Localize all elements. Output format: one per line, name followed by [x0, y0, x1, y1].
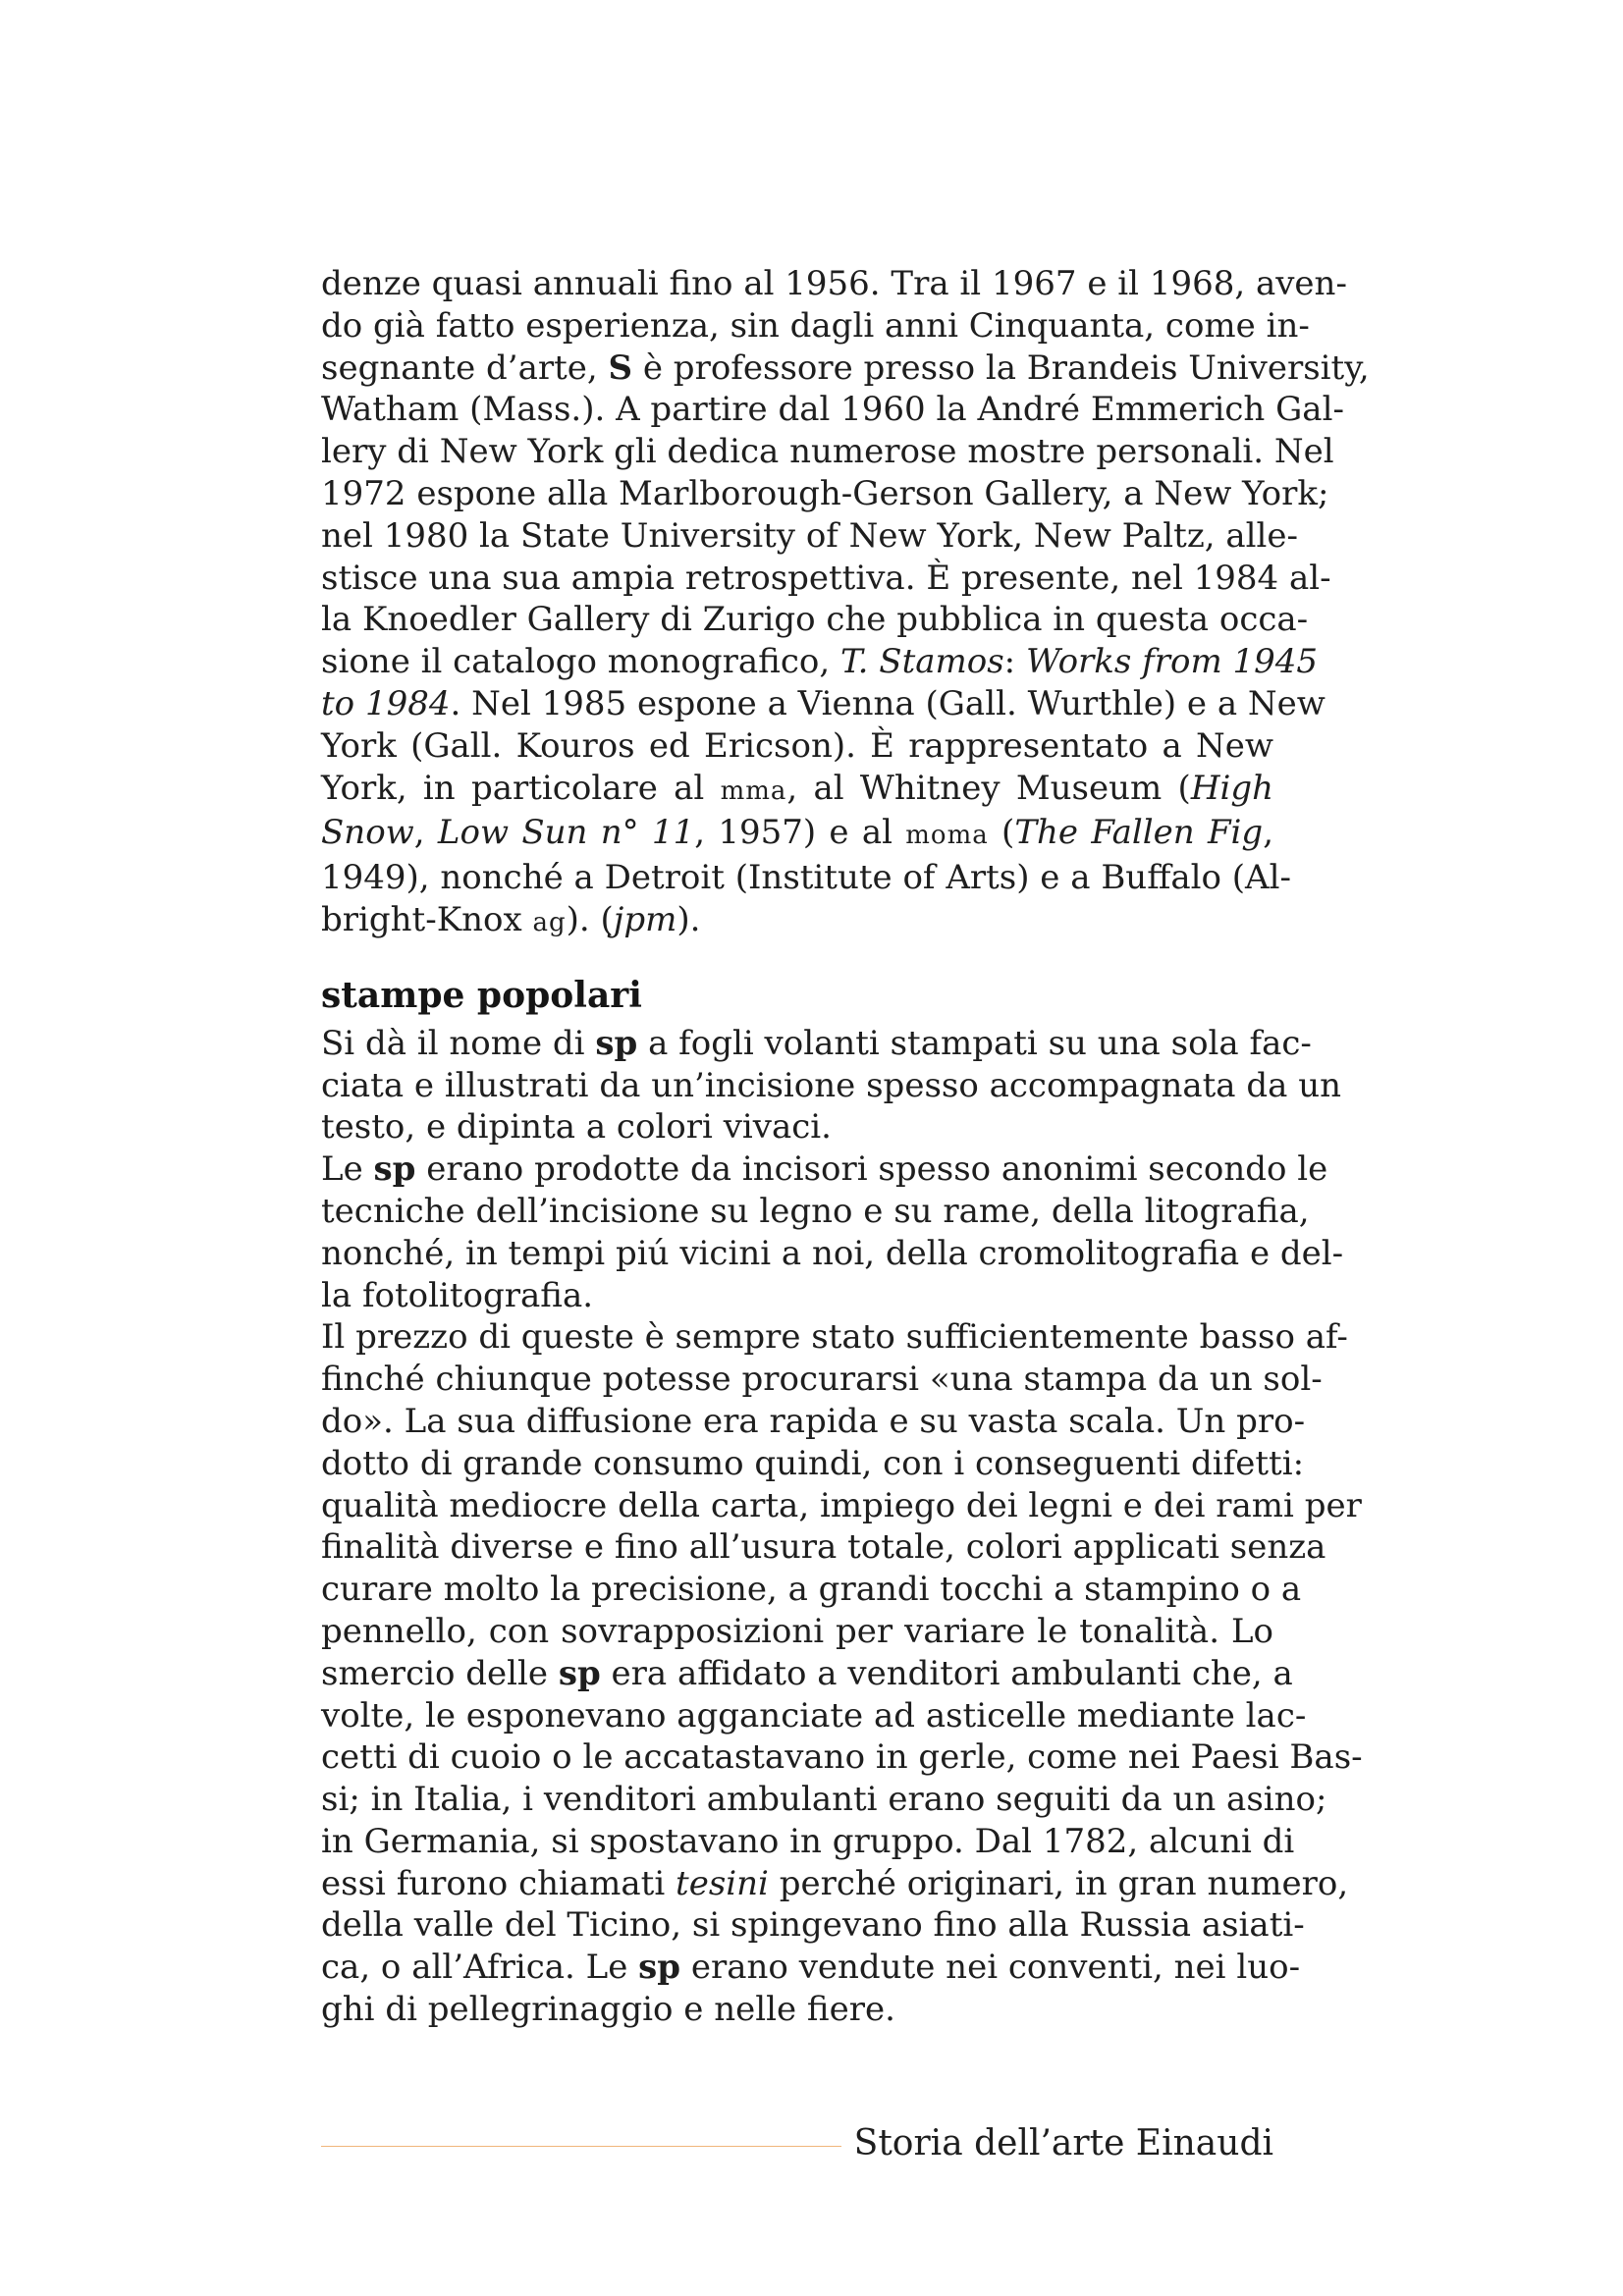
catalog-title: Works from 1945: [1025, 642, 1319, 682]
artwork-title: The Fallen Fig: [1014, 813, 1264, 853]
text-line: dotto di grande consumo quindi, con i conseguenti difetti:: [321, 1443, 1305, 1483]
term-abbrev: sp: [558, 1653, 601, 1693]
museum-abbrev: mma: [720, 775, 787, 806]
text-line: tecniche dell’incisione su legno e su rame, della litografia,: [321, 1191, 1310, 1231]
text-line: do». La sua diffusione era rapida e su vasta scala. Un pro-: [321, 1401, 1306, 1441]
section-heading: stampe popolari: [321, 974, 642, 1016]
text-line: smercio delle sp era affidato a venditori ambulanti che, a: [321, 1653, 1293, 1693]
text-line: ciata e illustrati da un’incisione spesso accompagnata da un: [321, 1065, 1342, 1105]
text-line: stisce una sua ampia retrospettiva. È presente, nel 1984 al-: [321, 558, 1331, 598]
footer-title: Storia dell’arte Einaudi: [853, 2123, 1273, 2163]
text-line: Il prezzo di queste è sempre stato sufficientemente basso af-: [321, 1317, 1348, 1358]
text-line: to 1984. Nel 1985 espone a Vienna (Gall. Wurthle) e a New: [321, 683, 1325, 723]
section-paragraph-1: [321, 1023, 1342, 1148]
text-line: Le sp erano prodotte da incisori spesso anonimi secondo le: [321, 1149, 1328, 1190]
term-abbrev: sp: [373, 1149, 416, 1190]
artwork-title: Snow: [321, 813, 414, 853]
text-line: finché chiunque potesse procurarsi «una stampa da un sol-: [321, 1360, 1323, 1400]
entry-paragraph: [321, 263, 1370, 944]
text-line: lery di New York gli dedica numerose mostre personali. Nel: [321, 432, 1334, 472]
catalog-title: to 1984: [321, 683, 451, 723]
term-abbrev: sp: [638, 1948, 681, 1988]
museum-abbrev: ag: [532, 907, 567, 937]
text-line: Watham (Mass.). A partire dal 1960 la André Emmerich Gal-: [321, 390, 1344, 430]
text-line: denze quasi annuali fino al 1956. Tra il 1967 e il 1968, aven-: [321, 264, 1347, 303]
catalog-title: T. Stamos: [839, 642, 1004, 682]
text-line: bright-Knox ag). (jpm).: [321, 899, 701, 939]
text-line: qualità mediocre della carta, impiego dei legni e dei rami per: [321, 1485, 1362, 1525]
text-line: pennello, con sovrapposizioni per variare le tonalità. Lo: [321, 1611, 1273, 1651]
text-line: finalità diverse e fino all’usura totale, colori applicati senza: [321, 1527, 1326, 1568]
text-line: nonché, in tempi piú vicini a noi, della cromolitografia e del-: [321, 1233, 1344, 1273]
text-line: York (Gall. Kouros ed Ericson). È rappresentato a New: [321, 725, 1273, 766]
artist-abbrev: S: [608, 347, 633, 388]
text-line: Snow, Low Sun n° 11, 1957) e al moma (The Fallen Fig,: [321, 813, 1273, 853]
term-abbrev: sp: [595, 1023, 638, 1063]
text-line: testo, e dipinta a colori vivaci.: [321, 1107, 832, 1148]
text-column: [321, 263, 1370, 2031]
text-line: si; in Italia, i venditori ambulanti erano seguiti da un asino;: [321, 1780, 1327, 1820]
section-paragraph-2: [321, 1148, 1344, 1316]
text-line: essi furono chiamati tesini perché originari, in gran numero,: [321, 1863, 1349, 1903]
author-initials: jpm: [613, 899, 677, 939]
text-line: ca, o all’Africa. Le sp erano vendute nei conventi, nei luo-: [321, 1948, 1301, 1988]
artwork-title: High: [1190, 768, 1273, 808]
text-line: York, in particolare al mma, al Whitney Museum (High: [321, 768, 1273, 808]
text-line: curare molto la precisione, a grandi tocchi a stampino o a: [321, 1570, 1302, 1610]
text-line: volte, le esponevano agganciate ad asticelle mediante lac-: [321, 1695, 1307, 1735]
section-paragraph-3: [321, 1316, 1363, 2031]
artwork-title: Low Sun n° 11: [437, 813, 695, 853]
text-line: do già fatto esperienza, sin dagli anni Cinquanta, come in-: [321, 305, 1310, 346]
text-line: la fotolitografia.: [321, 1275, 594, 1315]
text-line: nel 1980 la State University of New York, New Paltz, alle-: [321, 515, 1298, 556]
footer-rule: [321, 2146, 841, 2147]
text-line: ghi di pellegrinaggio e nelle fiere.: [321, 1990, 895, 2030]
text-line: sione il catalogo monografico, T. Stamos: Works from 1945: [321, 642, 1319, 682]
text-line: cetti di cuoio o le accatastavano in gerle, come nei Paesi Bas-: [321, 1737, 1363, 1778]
text-line: Si dà il nome di sp a fogli volanti stampati su una sola fac-: [321, 1023, 1312, 1063]
term-italic: tesini: [676, 1863, 769, 1903]
text-line: della valle del Ticino, si spingevano fino alla Russia asiati-: [321, 1905, 1305, 1946]
text-line: segnante d’arte, S è professore presso la Brandeis University,: [321, 347, 1370, 388]
text-line: 1972 espone alla Marlborough-Gerson Gallery, a New York;: [321, 473, 1329, 513]
text-line: 1949), nonché a Detroit (Institute of Arts) e a Buffalo (Al-: [321, 858, 1291, 898]
text-line: in Germania, si spostavano in gruppo. Dal 1782, alcuni di: [321, 1821, 1295, 1861]
museum-abbrev: moma: [905, 821, 989, 851]
text-line: la Knoedler Gallery di Zurigo che pubblica in questa occa-: [321, 600, 1309, 640]
